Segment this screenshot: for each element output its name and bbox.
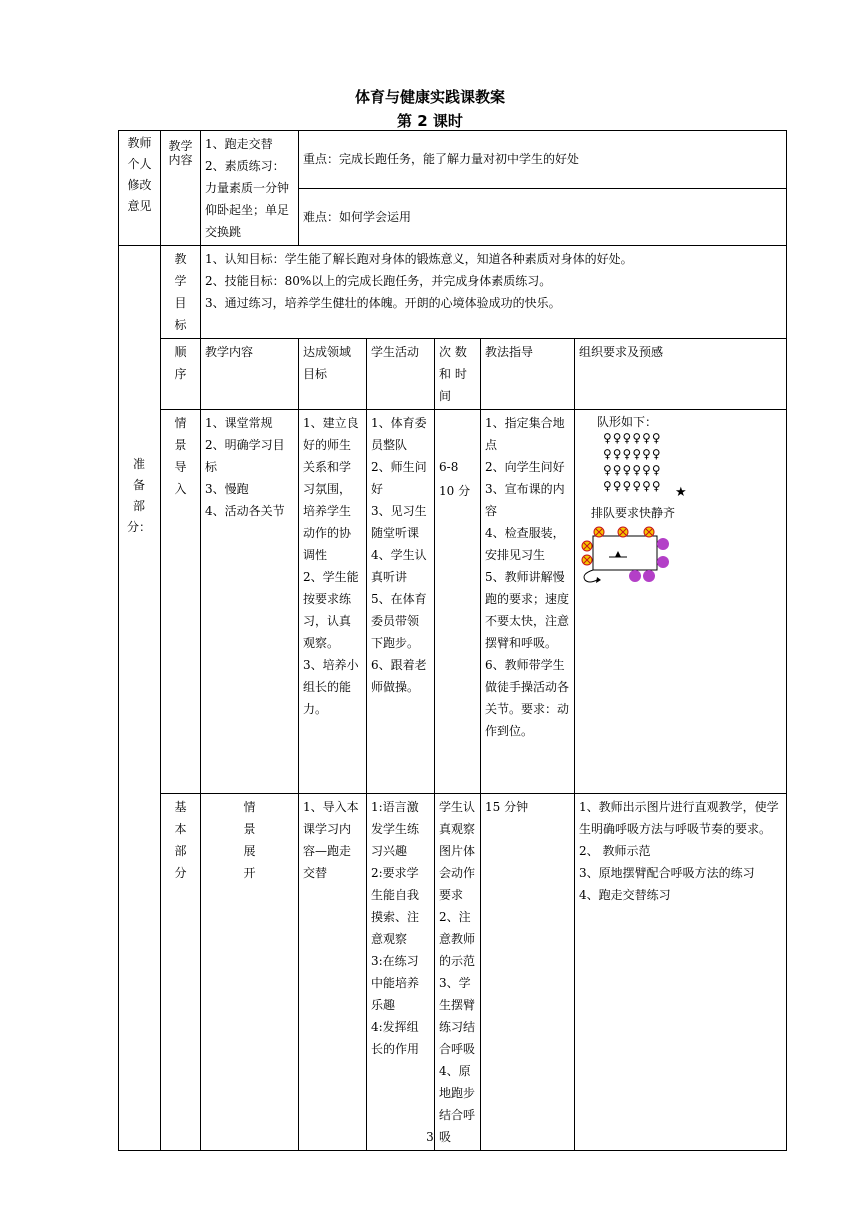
main-order: 情 景 展 开 (201, 794, 299, 1151)
prep-activity: 1、体育委员整队 2、师生问好 3、见习生随堂听课 4、学生认真听讲 5、在体育委员带领下跑步。 6、跟着老师做操。 (367, 410, 435, 794)
purple-circle-marker (629, 570, 641, 582)
teaching-content-items: 1、跑走交替 2、素质练习：力量素质一分钟仰卧起坐；单足交换跳 (201, 131, 299, 246)
purple-circle-marker (657, 538, 669, 550)
crossed-marker-icon (618, 527, 628, 537)
main-part-label: 基 本 部 分 (161, 794, 201, 1151)
prep-content: 1、课堂常规 2、明确学习目标 3、慢跑 4、活动各关节 (201, 410, 299, 794)
objectives-text: 1、认知目标：学生能了解长跑对身体的锻炼意义，知道各种素质对身体的好处。 2、技能目标：80%以上的完成长跑任务，并完成身体素质练习。 3、通过练习，培养学生健壮的体魄。开朗的心境体验成功的快乐。 (201, 246, 787, 339)
prep-method: 1、指定集合地点 2、向学生问好 3、宣布课的内容 4、检查服装，安排见习生 5、教师讲解慢跑的要求；速度不要太快，注意摆臂和呼吸。 6、教师带学生做徒手操活动各关节。要求：动作到位。 (481, 410, 575, 794)
col-header-order: 顺 序 (161, 339, 201, 410)
formation-row: ♀♀♀♀♀♀ (603, 447, 662, 461)
prep-formation-cell (575, 410, 787, 794)
difficulty-text: 难点：如何学会运用 (299, 188, 787, 246)
prep-part-label: 准 备 部 分： (126, 457, 151, 534)
prep-time (435, 410, 481, 794)
formation-row: ♀♀♀♀♀♀ (603, 479, 662, 493)
purple-circle-marker (643, 570, 655, 582)
key-point-text: 重点：完成长跑任务，能了解力量对初中学生的好处 (299, 131, 787, 189)
purple-circle-marker (657, 556, 669, 568)
col-header-method: 教法指导 (481, 339, 575, 410)
formation-requirement: 排队要求快静齐 (591, 506, 676, 520)
crossed-marker-icon (594, 527, 604, 537)
col-header-org: 组织要求及预感 (575, 339, 787, 410)
page-number: 3 (426, 1130, 434, 1144)
prep-goal: 1、建立良好的师生关系和学习氛围，培养学生动作的协调性 2、学生能按要求练习，认真观察。 3、培养小组长的能力。 (299, 410, 367, 794)
track-rectangle (593, 536, 657, 570)
teaching-content-label: 教学 内容 (161, 131, 201, 246)
main-goal: 1:语言激发学生练习兴趣 2:要求学生能自我摸索、注意观察 3:在练习中能培养乐趣 4:发挥组长的作用 (367, 794, 435, 1151)
formation-diagram (579, 412, 782, 612)
col-header-activity: 学生活动 (367, 339, 435, 410)
crossed-marker-icon (582, 541, 592, 551)
col-header-content: 教学内容 (201, 339, 299, 410)
formation-block (597, 414, 662, 494)
main-content: 1、导入本课学习内容—跑走交替 (299, 794, 367, 1151)
teacher-notes-label: 教师 个人 修改 意见 (119, 131, 161, 246)
lesson-plan-table (118, 130, 787, 1151)
prep-count: 6-8 (439, 460, 459, 474)
prep-order: 情 景 导 入 (161, 410, 201, 794)
crossed-marker-icon (644, 527, 654, 537)
main-time: 15 分钟 (481, 794, 575, 1151)
formation-title: 队形如下： (597, 415, 658, 429)
page-title: 体育与健康实践课教案 (354, 88, 505, 106)
formation-row: ♀♀♀♀♀♀ (603, 431, 662, 445)
curved-arrow-icon (584, 570, 597, 582)
main-activity: 学生认真观察图片体会动作要求 2、注意教师的示范 3、学生摆臂练习结合呼吸 4、原地跑步结合呼吸 (435, 794, 481, 1151)
running-track-diagram (579, 524, 689, 594)
objectives-label: 教 学 目 标 (161, 246, 201, 339)
col-header-time: 次 数 和 时 间 (435, 339, 481, 410)
crossed-marker-icon (582, 555, 592, 565)
star-icon: ★ (675, 485, 687, 500)
prep-minutes: 10 分 (439, 484, 471, 498)
formation-row: ♀♀♀♀♀♀ (603, 463, 662, 477)
lesson-number: 第 2 课时 (397, 112, 463, 130)
main-method: 1、教师出示图片进行直观教学，使学生明确呼吸方法与呼吸节奏的要求。 2、 教师示范 3、原地摆臂配合呼吸方法的练习 4、跑走交替练习 (575, 794, 787, 1151)
col-header-goal: 达成领域 目标 (299, 339, 367, 410)
